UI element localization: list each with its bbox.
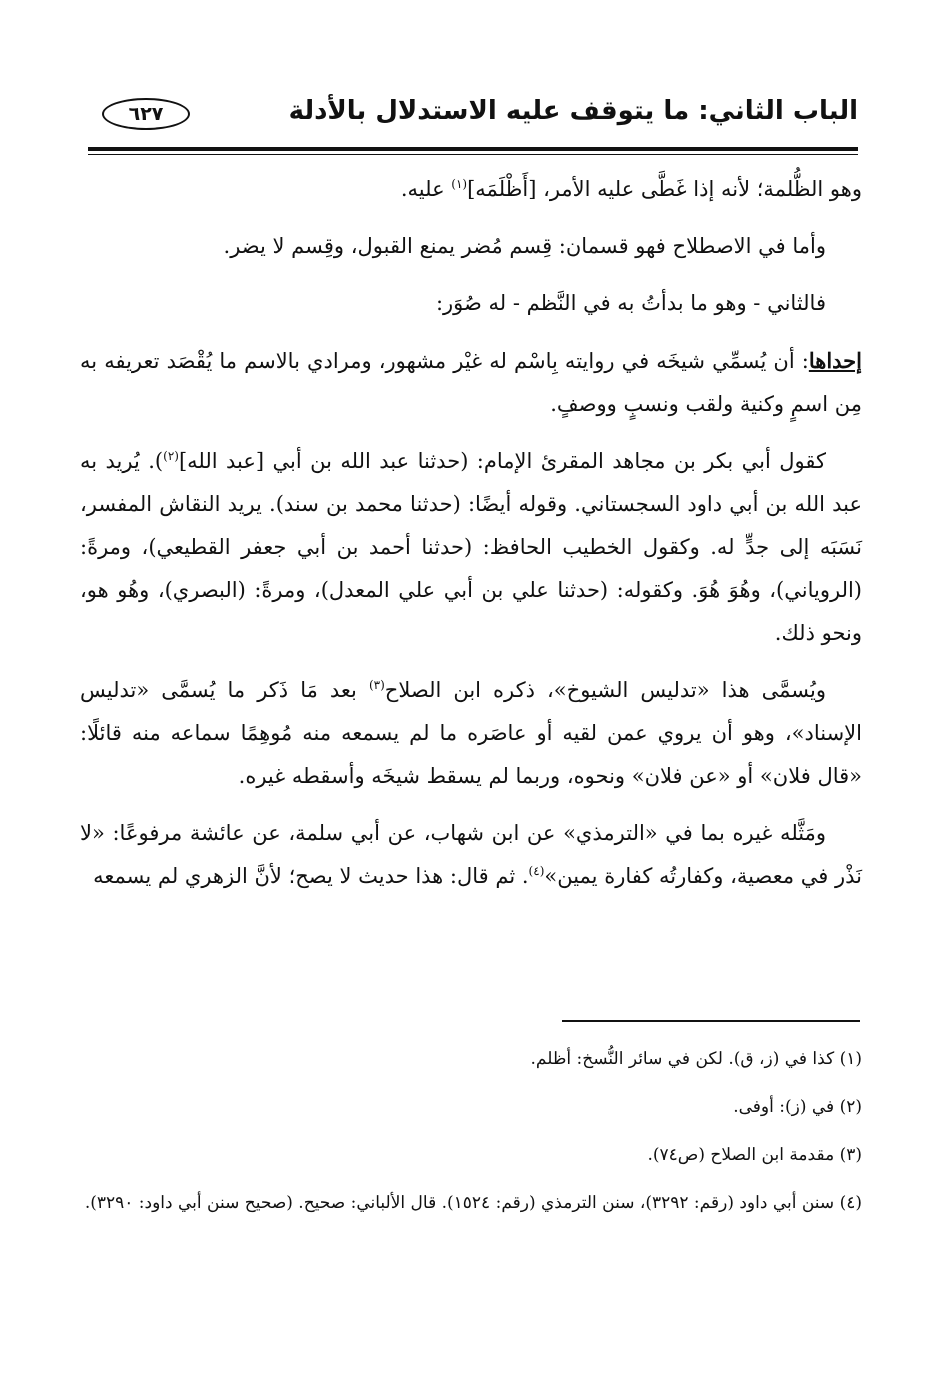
chapter-title: الباب الثاني: ما يتوقف عليه الاستدلال بالأدلة (288, 96, 858, 126)
paragraph-7-text-a: ومَثَّله غيره بما في «الترمذي» عن ابن شهاب، عن أبي سلمة، عن عائشة مرفوعًا: «لا نَذْر في معصية، وكفارتُه كفارة يمين» (80, 821, 862, 888)
paragraph-6-text-b: بعد مَا ذَكر ما يُسمَّى «تدليس الإسناد»، وهو أن يروي عمن لقيه أو عاصَره ما لم يسمعه منه مُوهِمًا سماعه منه قائلًا: «قال فلان» أو «عن فلان» ونحوه، وربما لم يسقط شيخَه وأسقطه غيره. (80, 678, 862, 788)
footnote-3: (٣) مقدمة ابن الصلاح (ص٧٤). (647, 1145, 862, 1165)
footnote-ref-4: (٤) (528, 864, 545, 878)
paragraph-1-text-a: وهو الظُّلمة؛ لأنه إذا غَطَّى عليه الأمر، [أَظْلَمَه] (467, 177, 862, 201)
paragraph-5 (80, 440, 862, 655)
footnote-4: (٤) سنن أبي داود (رقم: ٣٢٩٢)، سنن الترمذي (رقم: ١٥٢٤). قال الألباني: صحيح. (صحيح سنن أبي داود: ٣٢٩٠). (84, 1193, 862, 1213)
header-rule-thin (88, 154, 858, 155)
paragraph-6 (80, 669, 862, 798)
paragraph-4-text: : أن يُسمِّي شيخَه في روايته بِاسْم له غيْر مشهور، ومرادي بالاسم ما يُقْصَد تعريفه به مِن اسمٍ وكنية ولقب ونسبٍ ووصفٍ. (80, 349, 862, 416)
paragraph-5-text-b: ). يُريد به عبد الله بن أبي داود السجستاني. وقوله أيضًا: (حدثنا محمد بن سند). يريد النقاش المفسر، نَسَبَه إلى جدٍّ له. وكقول الخطيب الحافظ: (حدثنا أحمد بن أبي جعفر القطيعي)، ومرةً: (الروياني)، وهُوَ هُوَ. وكقوله: (حدثنا علي بن أبي علي المعدل)، ومرةً: (البصري)، وهُو هو، ونحو ذلك. (80, 449, 862, 645)
paragraph-1-text-b: عليه. (400, 177, 452, 201)
footnote-1: (١) كذا في (ز، ق). لكن في سائر النُّسخ: أظلم. (530, 1049, 862, 1069)
footnote-ref-1: (١) (451, 177, 468, 191)
paragraph-2: وأما في الاصطلاح فهو قسمان: قِسم مُضر يمنع القبول، وقِسم لا يضر. (223, 234, 826, 258)
paragraph-4 (80, 339, 862, 426)
paragraph-1 (80, 168, 862, 211)
page-number: ٦٢٧ (102, 98, 190, 130)
paragraph-5-text-a: كقول أبي بكر بن مجاهد المقرئ الإمام: (حدثنا عبد الله بن أبي [عبد الله] (178, 449, 827, 473)
paragraph-7 (80, 812, 862, 898)
paragraph-7-text-b: . ثم قال: هذا حديث لا يصح؛ لأنَّ الزهري لم يسمعه (93, 864, 529, 888)
footnote-ref-3: (٣) (368, 678, 385, 692)
main-text (80, 168, 862, 912)
header-rule-thick (88, 147, 858, 151)
paragraph-6-text-a: ويُسمَّى هذا «تدليس الشيوخ»، ذكره ابن الصلاح (384, 678, 826, 702)
footnote-ref-2: (٢) (163, 449, 179, 463)
paragraph-3: فالثاني - وهو ما بدأتُ به في النَّظم - له صُوَر: (435, 291, 826, 315)
page-header (88, 92, 858, 136)
footnotes (80, 1040, 862, 1232)
lead-word-ihdaha: إحداها (808, 348, 862, 373)
footnote-separator (562, 1020, 860, 1022)
footnote-2: (٢) في (ز): أوفى. (733, 1097, 862, 1117)
